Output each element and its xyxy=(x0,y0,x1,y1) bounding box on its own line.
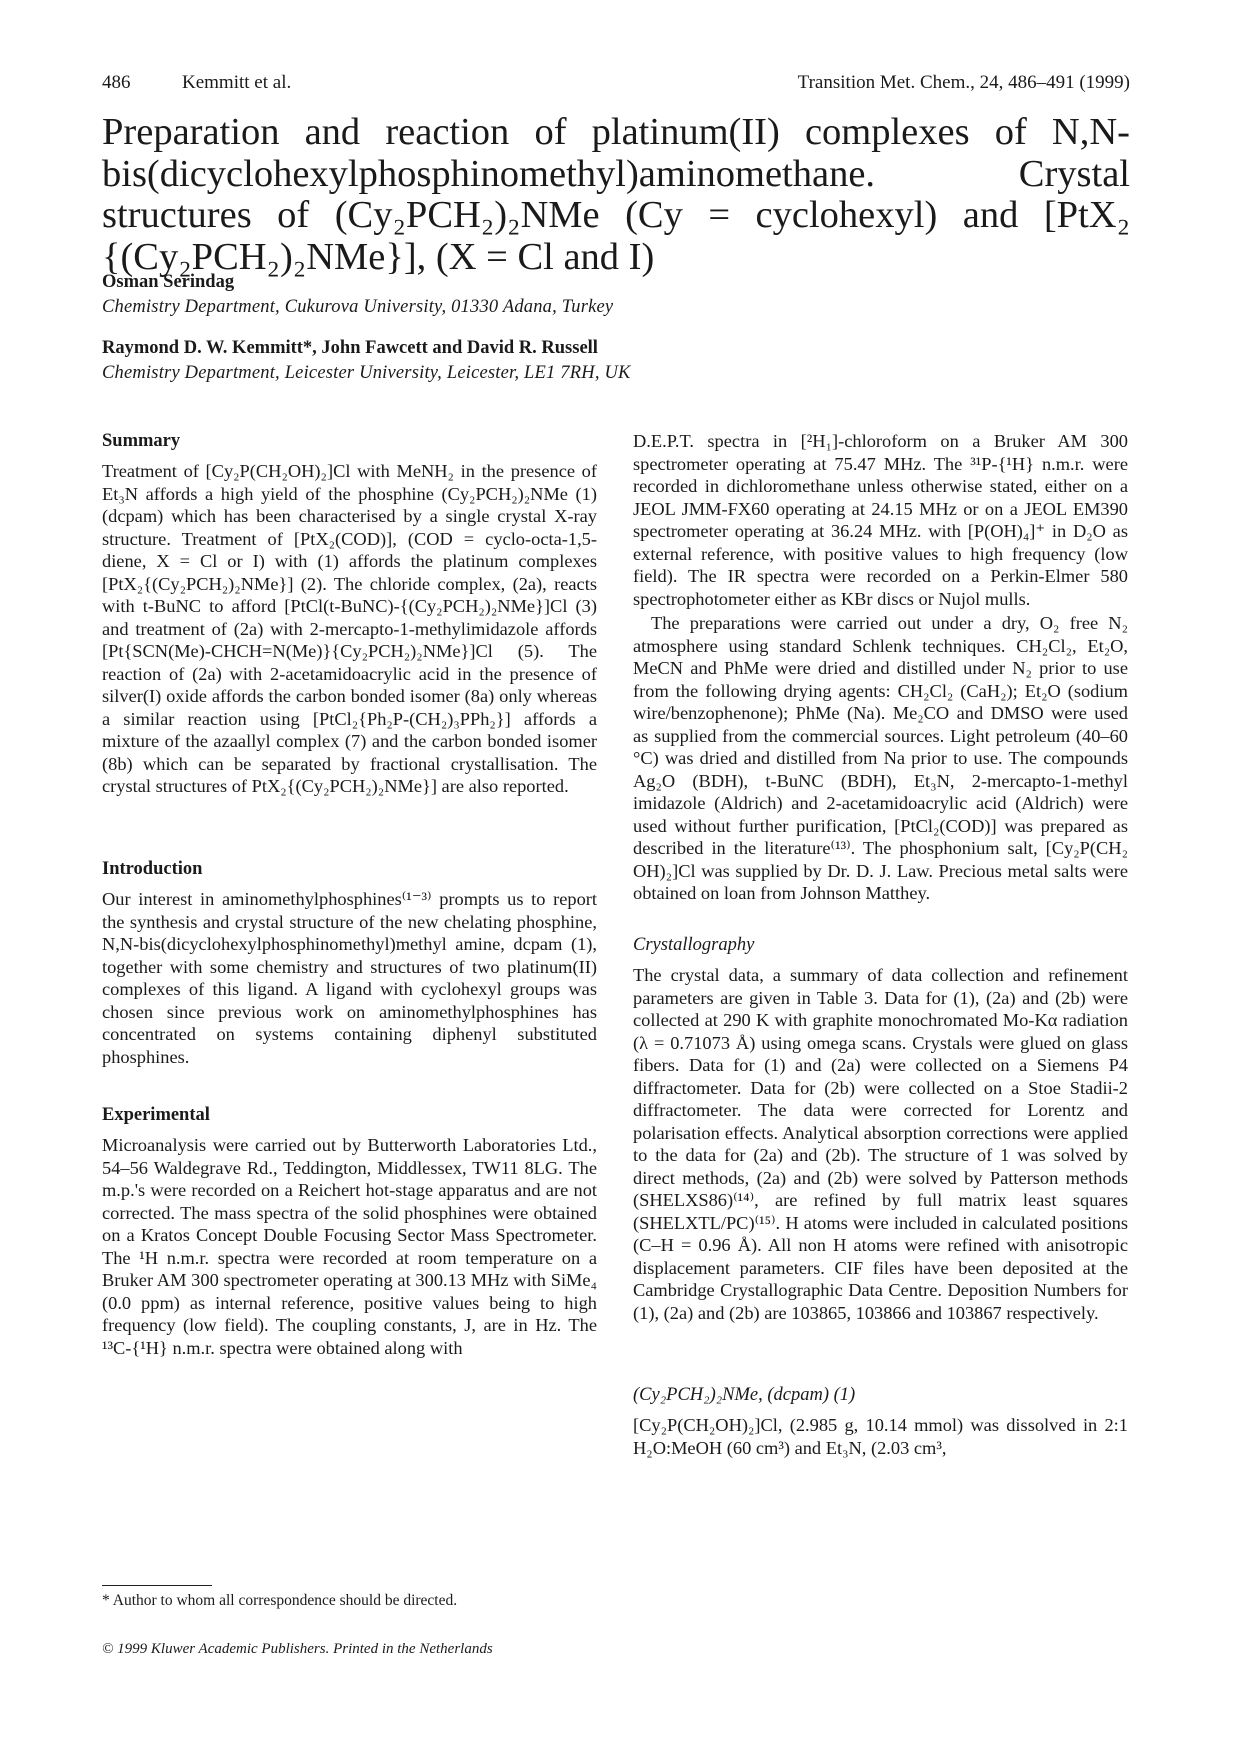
running-head-authors: Kemmitt et al. xyxy=(182,72,292,93)
text-block xyxy=(102,1104,597,1127)
subsection-heading: (Cy₂PCH₂)₂NMe, (dcpam) (1) xyxy=(633,1385,856,1405)
paragraph: [Cy₂P(CH₂OH)₂]Cl, (2.985 g, 10.14 mmol) was dissolved in 2:1 H₂O:MeOH (60 cm³) and Et₃N, (2.03 cm³, xyxy=(633,1415,1128,1458)
text-block xyxy=(102,430,597,453)
text-block xyxy=(633,1384,1128,1407)
text-block xyxy=(633,1414,1128,1459)
copyright: © 1999 Kluwer Academic Publishers. Printed in the Netherlands xyxy=(102,1641,493,1657)
text-block xyxy=(633,934,1128,957)
footnote-rule xyxy=(102,1585,212,1586)
affiliation-1: Chemistry Department, Cukurova University, 01330 Adana, Turkey xyxy=(102,297,614,317)
text-block xyxy=(102,460,597,798)
paragraph: Microanalysis were carried out by Butterworth Laboratories Ltd., 54–56 Waldegrave Rd., Teddington, Middlessex, TW11 8LG. The m.p.'s were recorded on a Reichert hot-stage apparatus and are not corrected. The mass spectra of the solid phosphines were obtained on a Kratos Concept Double Focusing Sector Mass Spectrometer. The ¹H n.m.r. spectra were recorded at room temperature on a Bruker AM 300 spectrometer operating at 300.13 MHz with SiMe₄ (0.0 ppm) as internal reference, positive values being to high frequency (low field). The coupling constants, J, are in Hz. The ¹³C-{¹H} n.m.r. spectra were obtained along with xyxy=(102,1135,597,1358)
section-heading: Experimental xyxy=(102,1105,210,1125)
text-block xyxy=(633,964,1128,1324)
author-1: Osman Serindag xyxy=(102,272,235,292)
author-2: Raymond D. W. Kemmitt*, John Fawcett and David R. Russell xyxy=(102,338,598,358)
text-block xyxy=(633,612,1128,905)
footnote: * Author to whom all correspondence should be directed. xyxy=(102,1592,458,1609)
article-title: Preparation and reaction of platinum(II) complexes of N,N-bis(dicyclohexylphosphinomethyl)aminomethane. Crystal structures of (Cy₂PCH₂)₂NMe (Cy = cyclohexyl) and [PtX₂ {(Cy₂PCH₂)₂NMe}], (X = Cl and I) xyxy=(102,111,1130,278)
page-number: 486 xyxy=(102,72,131,93)
paragraph: D.E.P.T. spectra in [²H₁]-chloroform on a Bruker AM 300 spectrometer operating at 75.47 MHz. The ³¹P-{¹H} n.m.r. were recorded in dichloromethane unless otherwise stated, either on a JEOL JMM-FX60 operating at 24.15 MHz or on a JEOL EM390 spectrometer operating at 36.24 MHz. with [P(OH)₄]⁺ in D₂O as external reference, with positive values to high frequency (low field). The IR spectra were recorded on a Perkin-Elmer 580 spectrophotometer either as KBr discs or Nujol mulls. xyxy=(633,431,1128,609)
text-block xyxy=(633,430,1128,610)
paragraph: Our interest in aminomethylphosphines⁽¹⁻³⁾ prompts us to report the synthesis and crystal structure of the new chelating phosphine, N,N-bis(dicyclohexylphosphinomethyl)methyl amine, dcpam (1), together with some chemistry and structures of two platinum(II) complexes of this ligand. A ligand with cyclohexyl groups was chosen since previous work on aminomethylphosphines has concentrated on systems containing diphenyl substituted phosphines. xyxy=(102,889,597,1067)
subsection-heading: Crystallography xyxy=(633,935,755,955)
text-block xyxy=(102,1134,597,1359)
text-block xyxy=(102,858,597,881)
paragraph: Treatment of [Cy₂P(CH₂OH)₂]Cl with MeNH₂ in the presence of Et₃N affords a high yield of the phosphine (Cy₂PCH₂)₂NMe (1) (dcpam) which has been characterised by a single crystal X-ray structure. Treatment of [PtX₂(COD)], (COD = cyclo-octa-1,5-diene, X = Cl or I) with (1) affords the platinum complexes [PtX₂{(Cy₂PCH₂)₂NMe}] (2). The chloride complex, (2a), reacts with t-BuNC to afford [PtCl(t-BuNC)-{(Cy₂PCH₂)₂NMe}]Cl (3) and treatment of (2a) with 2-mercapto-1-methylimidazole affords [Pt{SCN(Me)-CHCH=N(Me)}{Cy₂PCH₂)₂NMe}]Cl (5). The reaction of (2a) with 2-acetamidoacrylic acid in the presence of silver(I) oxide affords the carbon bonded isomer (8a) only whereas a similar reaction using [PtCl₂{Ph₂P-(CH₂)₃PPh₂}] affords a mixture of the azaallyl complex (7) and the carbon bonded isomer (8b) which can be separated by fractional crystallisation. The crystal structures of PtX₂{(Cy₂PCH₂)₂NMe}] are also reported. xyxy=(102,461,597,796)
paragraph: The preparations were carried out under a dry, O₂ free N₂ atmosphere using standard Schlenk techniques. CH₂Cl₂, Et₂O, MeCN and PhMe were dried and distilled under N₂ prior to use from the following drying agents: CH₂Cl₂ (CaH₂); Et₂O (sodium wire/benzophenone); PhMe (Na). Me₂CO and DMSO were used as supplied from the commercial sources. Light petroleum (40–60 °C) was dried and distilled from Na prior to use. The compounds Ag₂O (BDH), t-BuNC (BDH), Et₃N, 2-mercapto-1-methyl imidazole (Aldrich) and 2-acetamidoacrylic acid (Aldrich) were used without further purification, [PtCl₂(COD)] was prepared as described in the literature⁽¹³⁾. The phosphonium salt, [Cy₂P(CH₂ OH)₂]Cl was supplied by Dr. D. J. Law. Precious metal salts were obtained on loan from Johnson Matthey. xyxy=(633,613,1128,903)
paragraph: The crystal data, a summary of data collection and refinement parameters are given in Table 3. Data for (1), (2a) and (2b) were collected at 290 K with graphite monochromated Mo-Kα radiation (λ = 0.71073 Å) using omega scans. Crystals were glued on glass fibers. Data for (1) and (2a) were collected on a Siemens P4 diffractometer. Data for (2b) were collected on a Stoe Stadii-2 diffractometer. The data were corrected for Lorentz and polarisation effects. Analytical absorption corrections were applied to the data for (2a) and (2b). The structure of 1 was solved by direct methods, (2a) and (2b) were solved by Patterson methods (SHELXS86)⁽¹⁴⁾, are refined by full matrix least squares (SHELXTL/PC)⁽¹⁵⁾. H atoms were included in calculated positions (C–H = 0.96 Å). All non H atoms were refined with anisotropic displacement parameters. CIF files have been deposited at the Cambridge Crystallographic Data Centre. Deposition Numbers for (1), (2a) and (2b) are 103865, 103866 and 103867 respectively. xyxy=(633,965,1128,1323)
text-block xyxy=(102,888,597,1068)
section-heading: Introduction xyxy=(102,859,203,879)
affiliation-2: Chemistry Department, Leicester University, Leicester, LE1 7RH, UK xyxy=(102,363,631,383)
section-heading: Summary xyxy=(102,431,181,451)
journal-citation: Transition Met. Chem., 24, 486–491 (1999) xyxy=(797,72,1130,93)
